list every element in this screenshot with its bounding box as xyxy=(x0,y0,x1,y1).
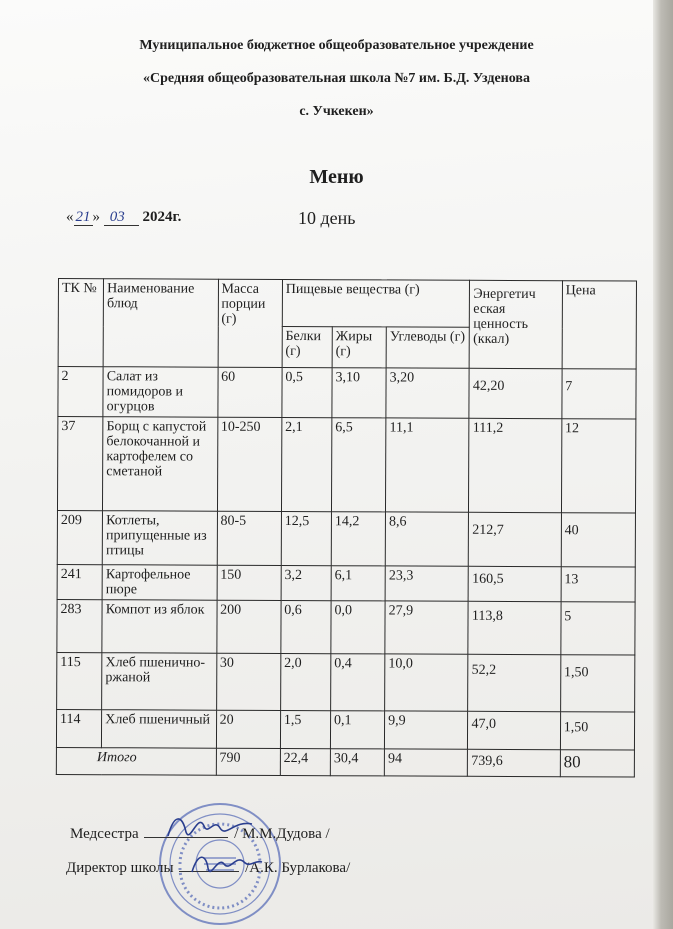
cell-carbs: 8,6 xyxy=(385,512,469,566)
table-row xyxy=(57,417,635,514)
cell-energy: 42,20 xyxy=(469,368,562,418)
header-line-3: с. Учкекен» xyxy=(299,104,374,119)
header-mass: Масса порции (г) xyxy=(218,279,283,367)
director-role: Директор школы xyxy=(66,860,174,876)
table-row xyxy=(57,652,635,712)
cell-mass: 10-250 xyxy=(217,417,282,511)
cell-name: Салат из помидоров и огурцов xyxy=(103,367,218,417)
cell-mass: 80-5 xyxy=(217,511,281,565)
cell-tk: 283 xyxy=(57,599,102,652)
cell-proteins: 0,5 xyxy=(282,367,332,417)
table-row xyxy=(58,367,636,420)
cell-fats: 0,1 xyxy=(330,711,384,749)
cell-mass: 200 xyxy=(216,600,280,653)
cell-energy: 47,0 xyxy=(468,711,560,749)
cell-tk: 114 xyxy=(56,709,101,747)
director-signature-scribble-icon xyxy=(186,848,266,884)
cell-energy: 113,8 xyxy=(468,601,561,654)
header-name: Наименование блюд xyxy=(103,279,218,367)
date-month: 03 xyxy=(104,209,139,226)
header-proteins: Белки (г) xyxy=(282,326,332,367)
cell-proteins: 2,0 xyxy=(280,653,330,710)
date-year: 2024г. xyxy=(142,209,182,225)
cell-price: 1,50 xyxy=(560,655,635,712)
nurse-name: / М.М.Дудова / xyxy=(234,826,330,842)
cell-energy: 160,5 xyxy=(468,566,560,601)
cell-name: Картофельное пюре xyxy=(102,565,217,600)
header-carbs: Углеводы (г) xyxy=(386,327,469,368)
cell-fats: 0,4 xyxy=(331,654,385,711)
total-label: Итого xyxy=(56,747,216,775)
cell-name: Котлеты, припущенные из птицы xyxy=(102,511,217,565)
table-row xyxy=(57,564,635,602)
header-nutrients: Пищевые вещества (г) xyxy=(282,279,470,327)
cell-price: 12 xyxy=(561,419,636,513)
table-row xyxy=(57,599,635,655)
total-carbs: 94 xyxy=(384,749,467,776)
cell-tk: 2 xyxy=(58,367,103,417)
cell-mass: 20 xyxy=(216,710,280,748)
cell-name: Хлеб пшеничный xyxy=(102,710,217,748)
cell-fats: 6,1 xyxy=(331,566,385,601)
header-tk: ТК № xyxy=(58,279,104,367)
cell-carbs: 23,3 xyxy=(385,566,468,601)
cell-fats: 0,0 xyxy=(331,601,385,654)
cell-price: 5 xyxy=(561,602,636,655)
menu-table xyxy=(56,278,637,778)
cell-name: Борщ с капустой белокочанной и картофелем со сметаной xyxy=(103,417,218,511)
cell-mass: 150 xyxy=(217,565,281,600)
header-line-1: Муниципальное бюджетное общеобразовательное учреждение xyxy=(139,38,534,53)
total-mass: 790 xyxy=(216,748,280,775)
page-title: Меню xyxy=(309,166,364,188)
total-price: 80 xyxy=(560,750,634,777)
cell-proteins: 12,5 xyxy=(281,511,331,565)
cell-mass: 60 xyxy=(217,367,281,417)
total-energy: 739,6 xyxy=(468,749,560,776)
cell-proteins: 3,2 xyxy=(281,565,331,600)
nurse-role: Медсестра xyxy=(70,826,139,842)
page-edge-shadow xyxy=(653,0,673,929)
cell-carbs: 10,0 xyxy=(385,654,469,711)
header-energy: Энергетич еская ценность (ккал) xyxy=(470,280,563,368)
header-line-2: «Средняя общеобразовательная школа №7 им. Б.Д. Узденова xyxy=(143,71,530,86)
header-price: Цена xyxy=(562,281,637,369)
date-line xyxy=(66,209,181,226)
cell-name: Хлеб пшенично-ржаной xyxy=(102,653,217,710)
cell-carbs: 3,20 xyxy=(386,368,469,418)
cell-fats: 14,2 xyxy=(331,512,385,566)
cell-carbs: 9,9 xyxy=(385,711,468,749)
table-row xyxy=(56,709,634,750)
total-proteins: 22,4 xyxy=(280,748,330,775)
cell-price: 40 xyxy=(561,513,636,567)
table-header-row xyxy=(58,279,636,329)
cell-name: Компот из яблок xyxy=(102,600,217,653)
cell-energy: 212,7 xyxy=(469,512,562,566)
nurse-signature-scribble-icon xyxy=(160,808,260,848)
cell-mass: 30 xyxy=(216,653,280,710)
cell-proteins: 0,6 xyxy=(281,600,331,653)
table-row xyxy=(57,510,635,567)
cell-proteins: 1,5 xyxy=(280,710,330,748)
cell-fats: 3,10 xyxy=(332,368,386,418)
table-total-row xyxy=(56,747,634,777)
date-open-quote: « xyxy=(66,209,74,225)
cell-tk: 209 xyxy=(57,510,102,564)
day-label: 10 день xyxy=(298,208,356,228)
cell-proteins: 2,1 xyxy=(281,417,332,511)
header-fats: Жиры (г) xyxy=(332,327,386,368)
date-day: 21 xyxy=(75,209,91,225)
cell-price: 1,50 xyxy=(560,712,634,750)
date-close-quote: » xyxy=(92,209,100,225)
cell-price: 7 xyxy=(562,369,636,419)
cell-tk: 241 xyxy=(57,564,102,599)
director-name: /А.К. Бурлакова/ xyxy=(245,860,351,876)
cell-price: 13 xyxy=(561,567,635,602)
cell-energy: 111,2 xyxy=(469,418,562,512)
cell-fats: 6,5 xyxy=(331,418,386,512)
cell-carbs: 27,9 xyxy=(385,601,469,654)
total-fats: 30,4 xyxy=(330,749,384,776)
cell-energy: 52,2 xyxy=(468,654,561,711)
cell-carbs: 11,1 xyxy=(386,418,470,512)
cell-tk: 37 xyxy=(57,417,103,511)
cell-tk: 115 xyxy=(57,652,102,709)
